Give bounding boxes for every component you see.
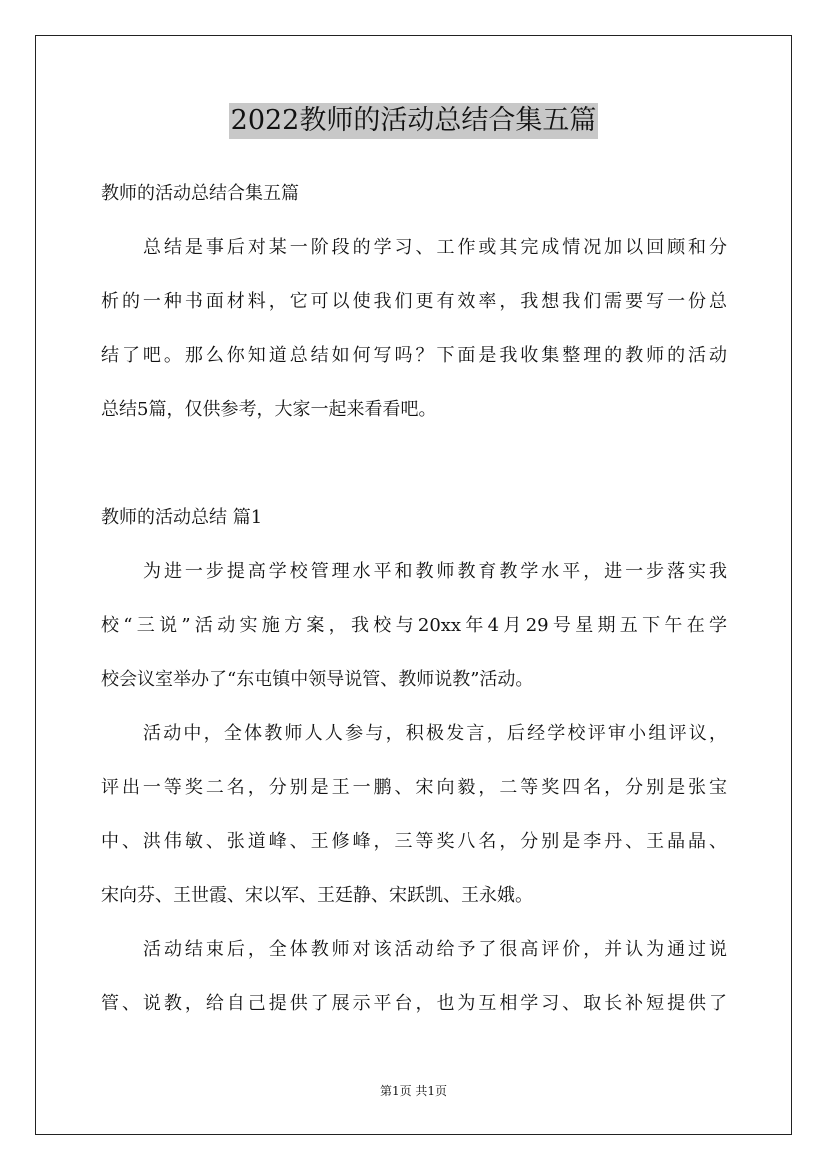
document-title: 2022教师的活动总结合集五篇	[229, 103, 599, 139]
page-footer: 第1页 共1页	[379, 1084, 448, 1098]
para3-line-2: 管、说教，给自己提供了展示平台，也为互相学习、取长补短提供了	[101, 993, 727, 1014]
intro-line-1: 总结是事后对某一阶段的学习、工作或其完成情况加以回顾和分	[143, 237, 727, 258]
para1-line-2: 校“三说”活动实施方案，我校与20xx年4月29号星期五下午在学	[101, 615, 727, 636]
para1-line-3: 校会议室举办了“东屯镇中领导说管、教师说教”活动。	[101, 669, 534, 690]
section-heading: 教师的活动总结 篇1	[101, 507, 263, 528]
intro-line-2: 析的一种书面材料，它可以使我们更有效率，我想我们需要写一份总	[101, 291, 727, 312]
para1-line-1: 为进一步提高学校管理水平和教师教育教学水平，进一步落实我	[143, 561, 727, 582]
para2-line-1: 活动中，全体教师人人参与，积极发言，后经学校评审小组评议，	[143, 723, 727, 744]
intro-line-3: 结了吧。那么你知道总结如何写吗？下面是我收集整理的教师的活动	[101, 345, 727, 366]
para2-line-3: 中、洪伟敏、张道峰、王修峰，三等奖八名，分别是李丹、王晶晶、	[101, 831, 727, 852]
para2-line-2: 评出一等奖二名，分别是王一鹏、宋向毅，二等奖四名，分别是张宝	[101, 777, 727, 798]
intro-line-4: 总结5篇，仅供参考，大家一起来看看吧。	[101, 399, 437, 420]
document-title-wrap	[0, 103, 827, 139]
para2-line-4: 宋向芬、王世霞、宋以军、王廷静、宋跃凯、王永娥。	[101, 885, 533, 906]
para3-line-1: 活动结束后，全体教师对该活动给予了很高评价，并认为通过说	[143, 939, 727, 960]
document-subtitle: 教师的活动总结合集五篇	[101, 183, 299, 204]
